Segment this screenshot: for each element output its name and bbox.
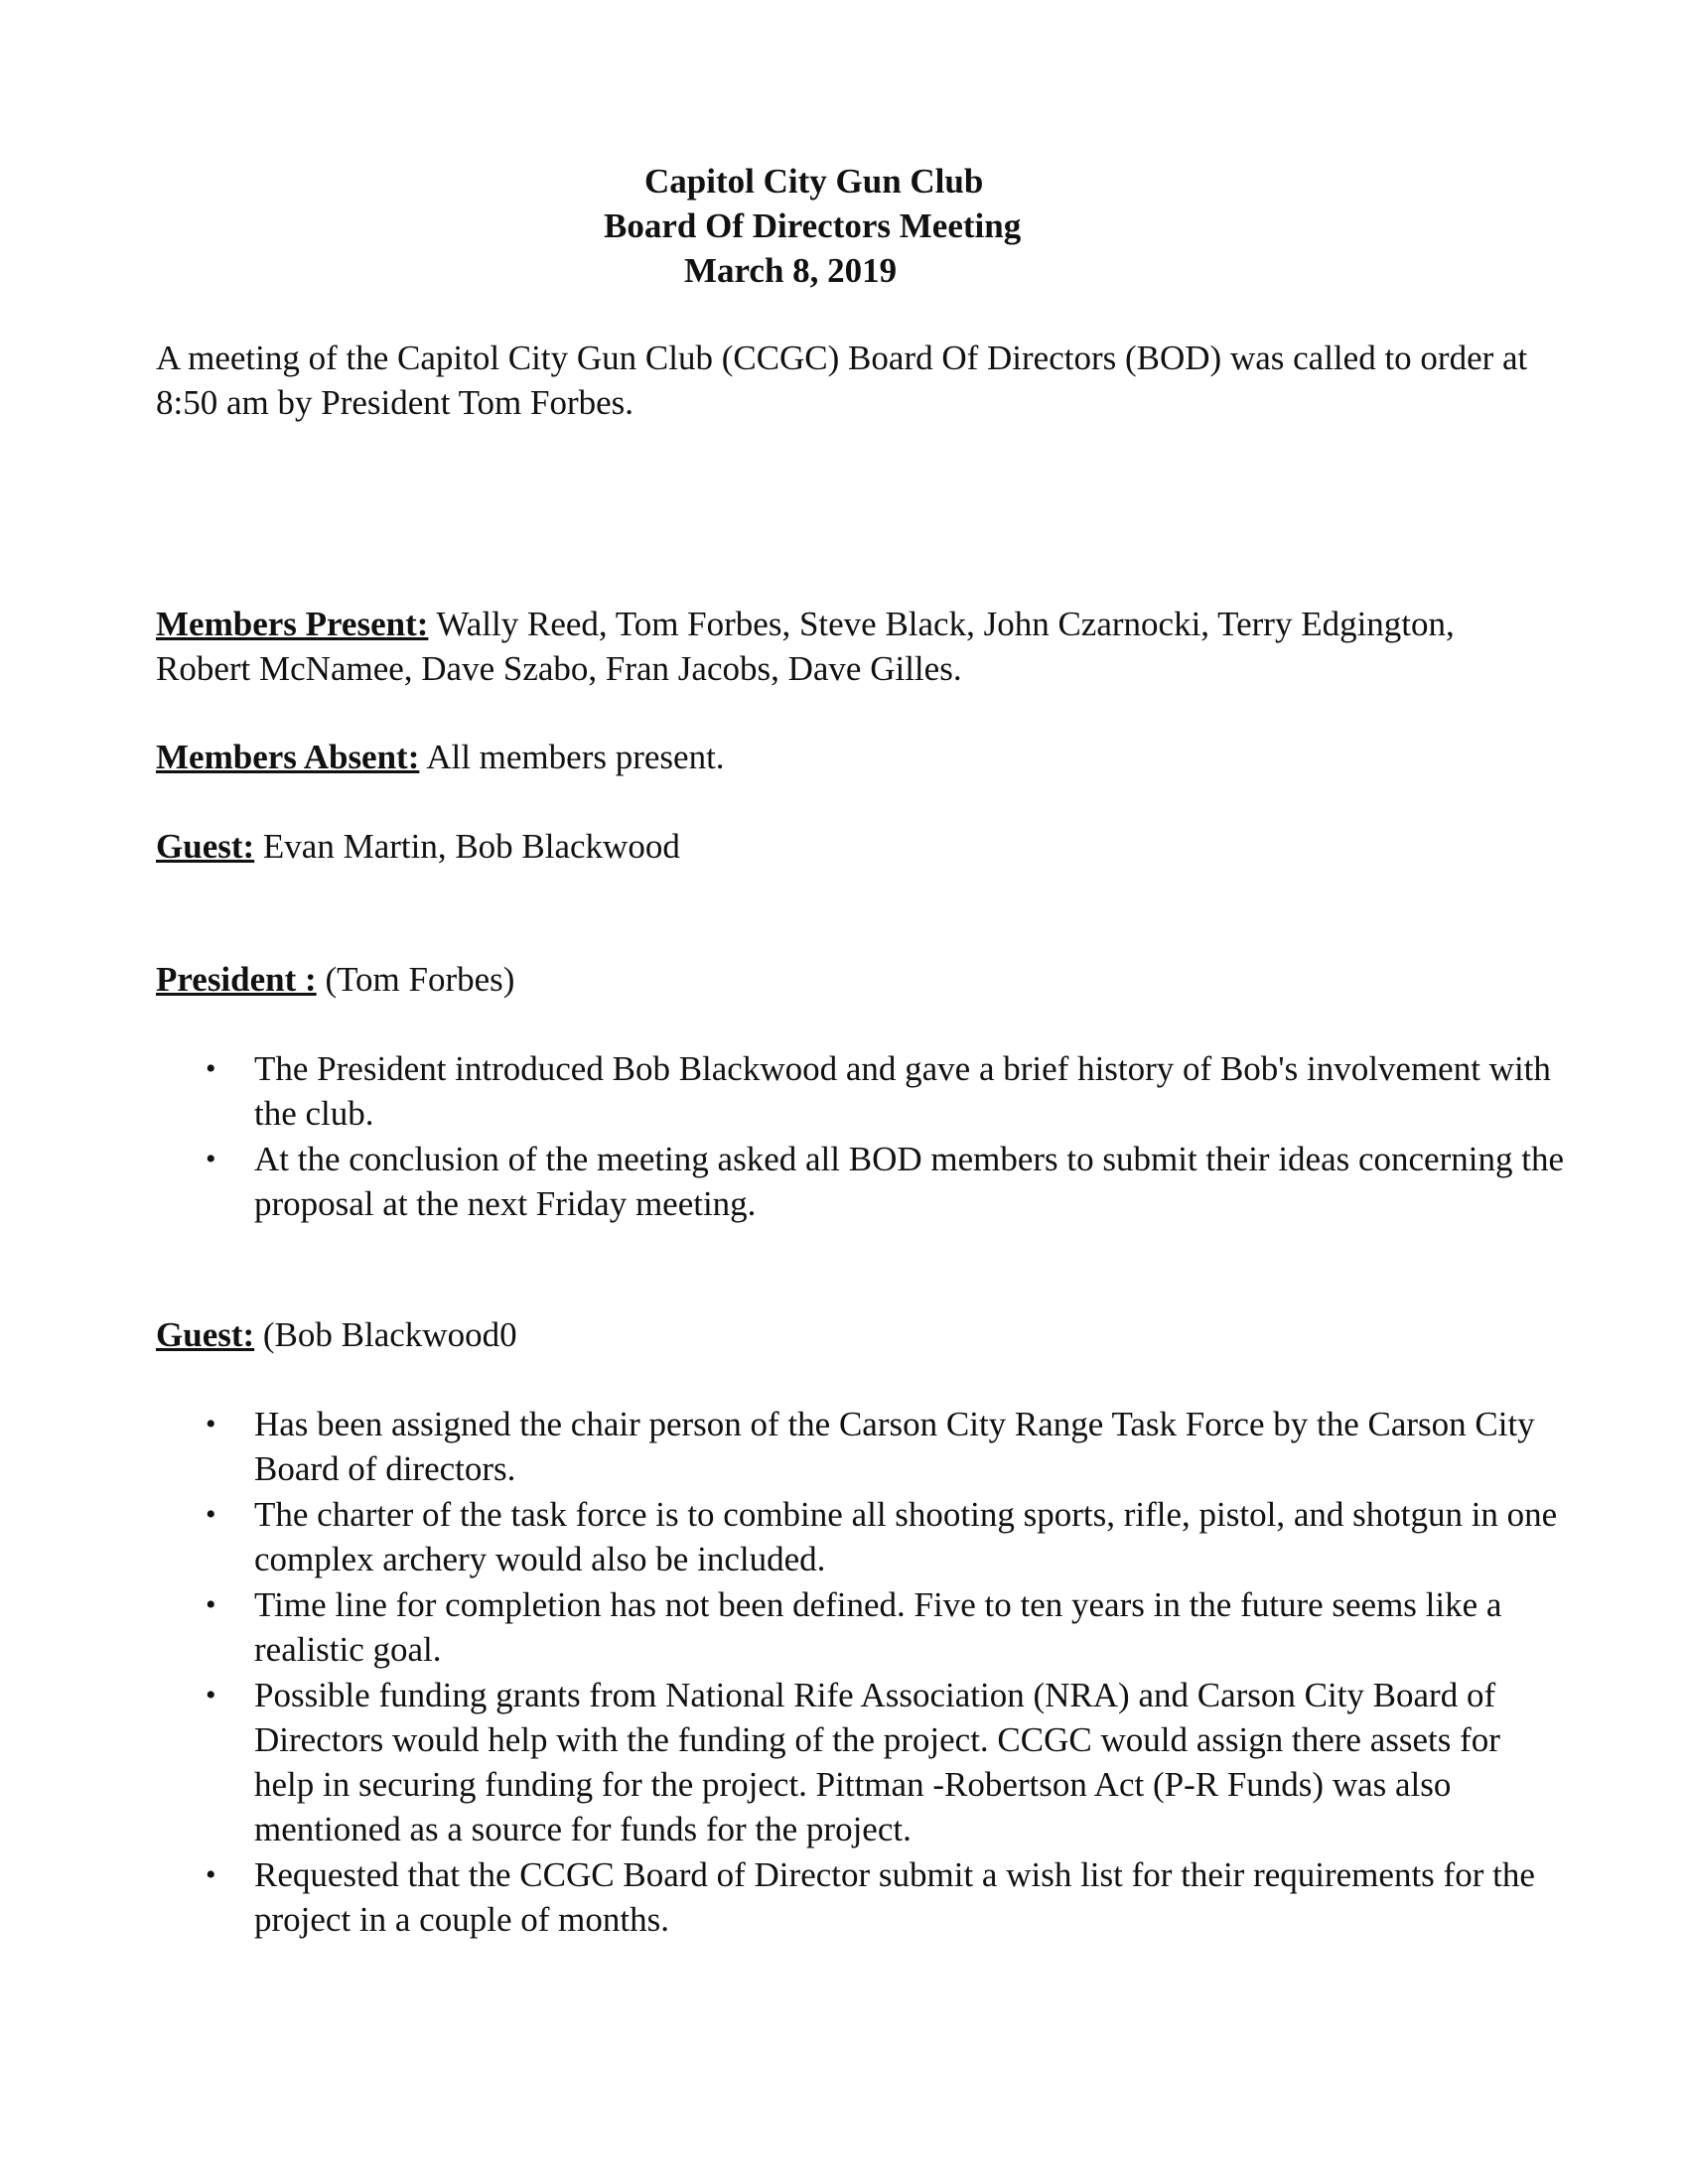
guest-list-label: Guest: bbox=[156, 827, 255, 866]
guest-section-items bbox=[156, 1402, 1566, 1943]
intro-paragraph bbox=[156, 336, 1546, 425]
members-present-paragraph bbox=[156, 602, 1546, 691]
guest-section-name: (Bob Blackwood0 bbox=[262, 1315, 517, 1354]
list-item bbox=[156, 1582, 1566, 1672]
list-item-text: Possible funding grants from National Rife Association (NRA) and Carson City Board of Directors would help with the funding of the project. CCGC would assign there assets for help in securing funding for the project. Pittman -Robertson Act (P-R Funds) was also mentioned as a source for funds for the project. bbox=[254, 1676, 1500, 1848]
list-item-text: Has been assigned the chair person of the Carson City Range Task Force by the Carson City Board of directors. bbox=[254, 1405, 1535, 1488]
members-absent-label: Members Absent: bbox=[156, 738, 420, 776]
bullet-icon: • bbox=[206, 1858, 216, 1891]
bullet-icon: • bbox=[206, 1588, 216, 1621]
list-item-text: At the conclusion of the meeting asked all BOD members to submit their ideas concerning the proposal at the next Friday meeting. bbox=[254, 1140, 1564, 1223]
list-item-text: The President introduced Bob Blackwood and gave a brief history of Bob's involvement with the club. bbox=[254, 1049, 1551, 1133]
list-item-text: Requested that the CCGC Board of Director submit a wish list for their requirements for the project in a couple of months. bbox=[254, 1855, 1535, 1939]
list-item bbox=[156, 1402, 1566, 1491]
list-item-text: Time line for completion has not been defined. Five to ten years in the future seems like a realistic goal. bbox=[254, 1585, 1502, 1669]
president-name: (Tom Forbes) bbox=[325, 960, 515, 999]
bullet-icon: • bbox=[206, 1679, 216, 1711]
meeting-title: Board Of Directors Meeting bbox=[604, 206, 1022, 245]
guest-section-label: Guest: bbox=[156, 1315, 255, 1354]
president-heading bbox=[156, 957, 1546, 1002]
guest-list-text: Evan Martin, Bob Blackwood bbox=[262, 827, 680, 866]
list-item-text: The charter of the task force is to combine all shooting sports, rifle, pistol, and shotgun in one complex archery would also be included. bbox=[254, 1495, 1558, 1578]
members-absent-text: All members present. bbox=[426, 738, 725, 776]
bullet-icon: • bbox=[206, 1498, 216, 1531]
president-items bbox=[156, 1046, 1566, 1227]
list-item bbox=[156, 1673, 1566, 1851]
bullet-icon: • bbox=[206, 1052, 216, 1085]
guest-list-paragraph bbox=[156, 824, 1546, 869]
bullet-icon: • bbox=[206, 1143, 216, 1175]
guest-section-heading bbox=[156, 1312, 1546, 1357]
president-label: President : bbox=[156, 960, 317, 999]
bullet-icon: • bbox=[206, 1408, 216, 1440]
members-absent-paragraph bbox=[156, 735, 1546, 779]
list-item bbox=[156, 1852, 1566, 1942]
members-present-text: Wally Reed, Tom Forbes, Steve Black, John Czarnocki, Terry Edgington, Robert McNamee, Dave Szabo, Fran Jacobs, Dave Gilles. bbox=[156, 605, 1455, 688]
list-item bbox=[156, 1492, 1566, 1581]
members-present-label: Members Present: bbox=[156, 605, 429, 643]
club-title: Capitol City Gun Club bbox=[644, 162, 984, 201]
list-item bbox=[156, 1046, 1566, 1136]
list-item bbox=[156, 1137, 1566, 1226]
meeting-date: March 8, 2019 bbox=[684, 251, 898, 290]
intro-text: A meeting of the Capitol City Gun Club (CCGC) Board Of Directors (BOD) was called to order at 8:50 am by President Tom Forbes. bbox=[156, 339, 1528, 422]
